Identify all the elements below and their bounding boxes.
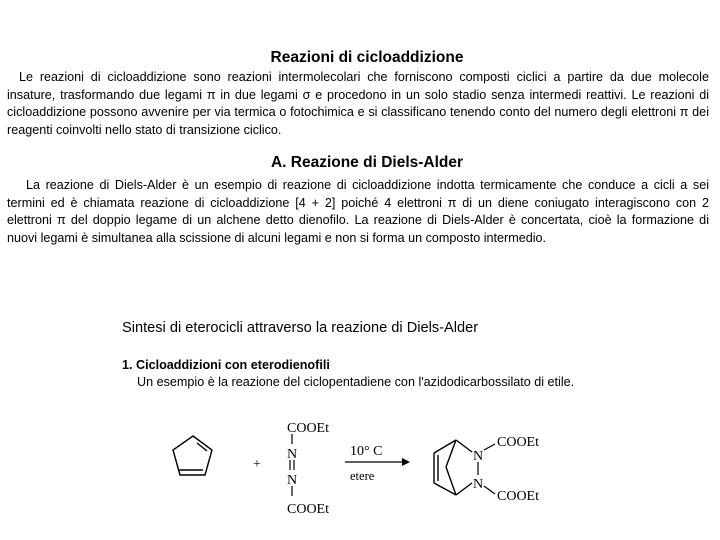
list-item-text: Un esempio è la reazione del ciclopentadiene con l'azidodicarbossilato di etile. bbox=[137, 375, 575, 389]
product-nitrogen-bottom: N bbox=[473, 477, 484, 492]
cyclopentadiene-structure bbox=[173, 436, 212, 475]
bottom-group-label: COOEt bbox=[287, 502, 329, 517]
nitrogen-top-label: N bbox=[287, 447, 298, 462]
reaction-arrow-head bbox=[402, 458, 410, 466]
synthesis-title: Sintesi di eterocicli attraverso la reazione di Diels-Alder bbox=[122, 320, 479, 336]
condition-solvent: etere bbox=[350, 469, 375, 483]
section-title: Reazioni di cicloaddizione bbox=[270, 49, 464, 66]
product-group-top: COOEt bbox=[497, 435, 539, 450]
azodicarboxylate-structure bbox=[287, 421, 329, 517]
condition-temperature: 10° C bbox=[350, 444, 383, 459]
list-item-heading: 1. Cicloaddizioni con eterodienofili bbox=[122, 358, 330, 372]
product-nitrogen-top: N bbox=[473, 449, 484, 464]
bicyclic-product-structure bbox=[434, 440, 472, 495]
top-group-label: COOEt bbox=[287, 421, 329, 436]
product-group-bottom: COOEt bbox=[497, 489, 539, 504]
plus-sign: + bbox=[253, 457, 261, 472]
nitrogen-bottom-label: N bbox=[287, 473, 298, 488]
diels-alder-paragraph: La reazione di Diels-Alder è un esempio di reazione di cicloaddizione indotta termicamente che conduce a cicli a sei termini ed è chiamata reazione di cicloaddizione [4 + 2] poiché 4 elettroni π di un diene coniugato interagiscono con 2 elettroni π del doppio legame di un alchene detto dienofilo. La reazione di Diels-Alder è concertata, cioè la formazione di nuovi legami è simultanea alla scissione di alcuni legami e non si forma un composto intermedio. bbox=[7, 178, 709, 245]
intro-paragraph: Le reazioni di cicloaddizione sono reazioni intermolecolari che forniscono composti ciclici a partire da due molecole insature, trasformando due legami π in due legami σ e procedono in un solo stadio senza intermedi reattivi. Le reazioni di cicloaddizione possono avvenire per via termica o fotochimica e si classificano tenendo conto del numero degli elettroni π dei reagenti coinvolti nello stato di transizione ciclico. bbox=[7, 70, 709, 137]
subsection-title: A. Reazione di Diels-Alder bbox=[270, 154, 464, 171]
reaction-scheme bbox=[0, 400, 720, 540]
